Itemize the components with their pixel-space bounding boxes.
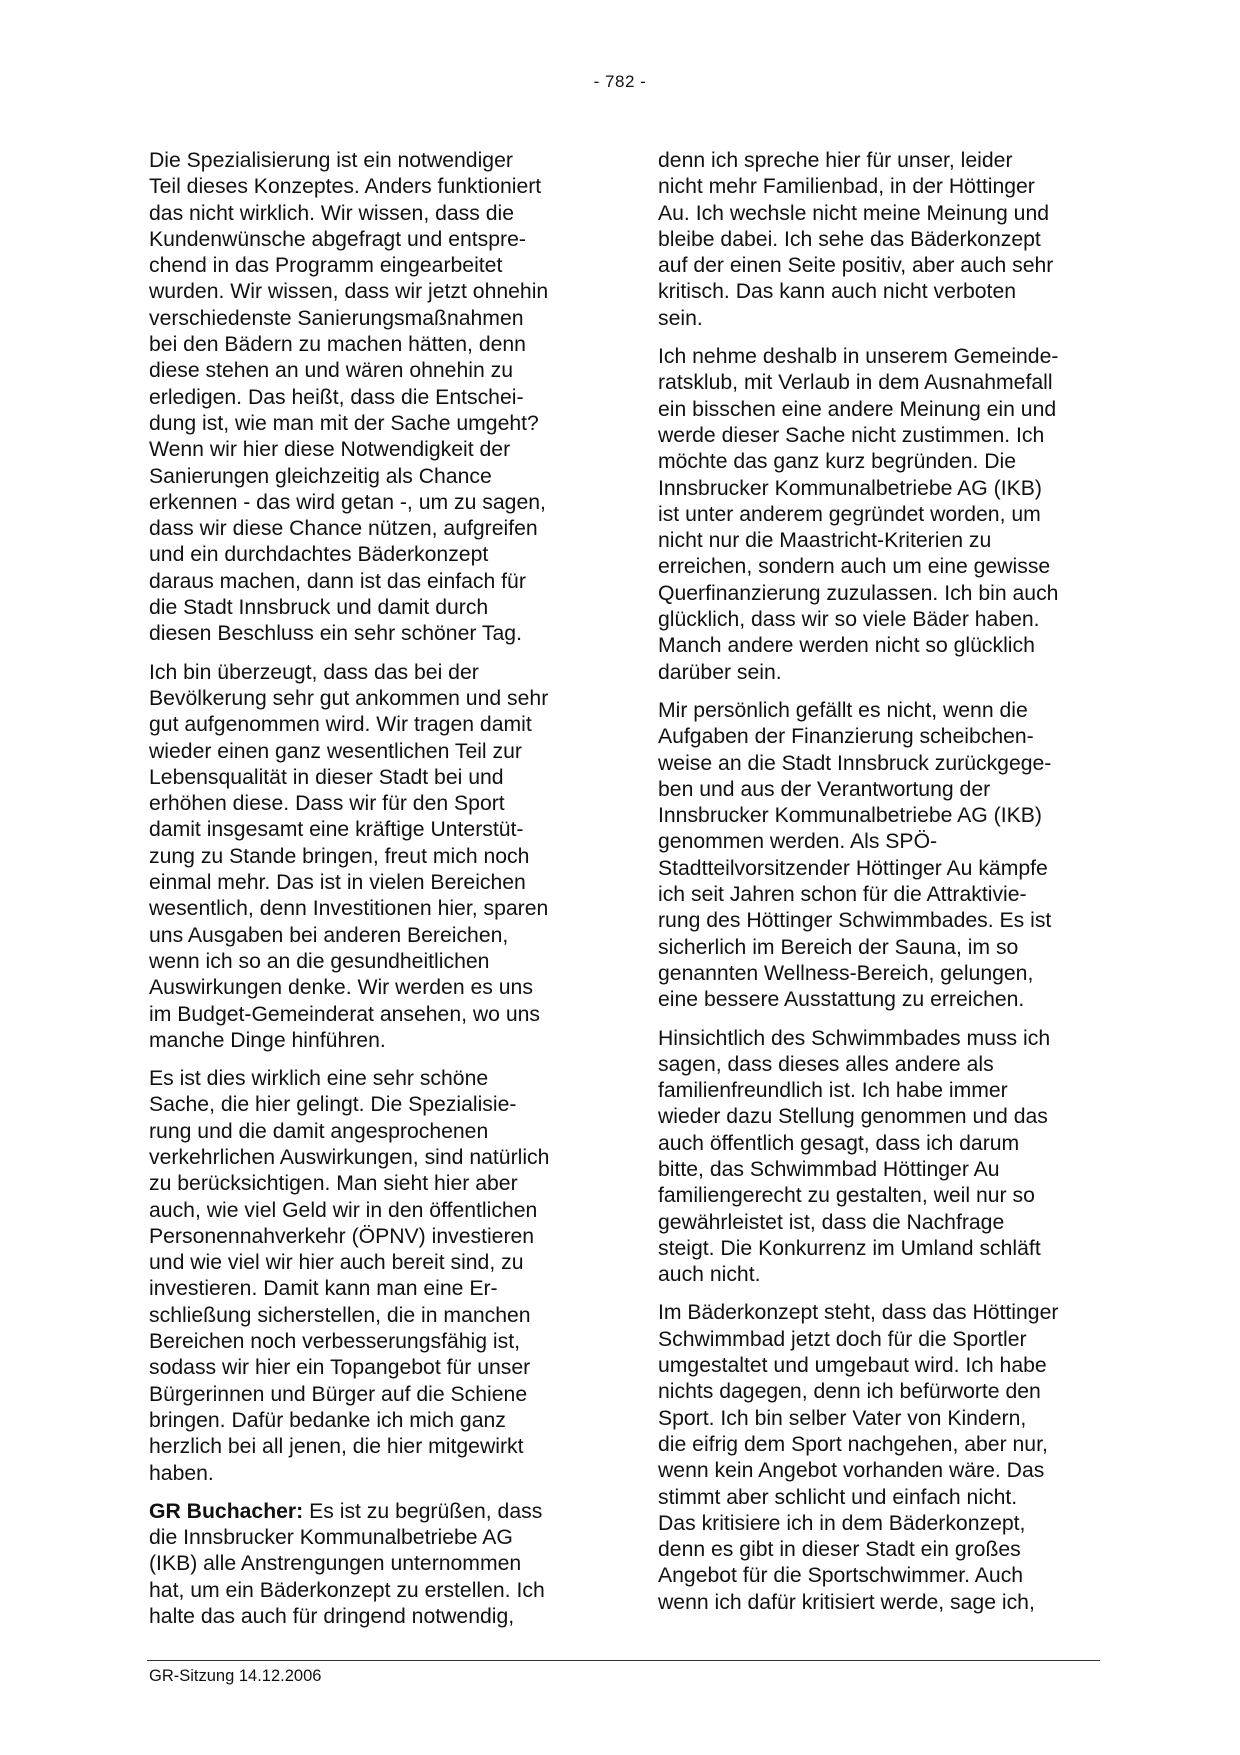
paragraph-line: familienfreundlich ist. Ich habe immer	[658, 1079, 1008, 1103]
paragraph-line: auch nicht.	[658, 1263, 761, 1287]
paragraph-line: genommen werden. Als SPÖ-	[658, 830, 938, 854]
paragraph-line: ratsklub, mit Verlaub in dem Ausnahmefall	[658, 371, 1053, 395]
paragraph-line: dung ist, wie man mit der Sache umgeht?	[149, 411, 539, 435]
footer-divider	[147, 1660, 1100, 1661]
paragraph-line: steigt. Die Konkurrenz im Umland schläft	[658, 1236, 1041, 1260]
paragraph-line: auch, wie viel Geld wir in den öffentlichen	[149, 1198, 538, 1222]
paragraph-line: hat, um ein Bäderkonzept zu erstellen. Ich	[149, 1578, 545, 1602]
paragraph-line	[149, 1499, 589, 1525]
paragraph-line: Kundenwünsche abgefragt und entspre-	[149, 227, 526, 251]
paragraph-line: zu berücksichtigen. Man sieht hier aber	[149, 1172, 518, 1196]
paragraph-line: nicht nur die Maastricht-Kriterien zu	[658, 529, 992, 553]
paragraph-line: sodass wir hier ein Topangebot für unser	[149, 1356, 531, 1380]
paragraph-line: ich seit Jahren schon für die Attraktivie-	[658, 883, 1027, 907]
paragraph-line: Bevölkerung sehr gut ankommen und sehr	[149, 686, 549, 710]
paragraph-line: uns Ausgaben bei anderen Bereichen,	[149, 923, 509, 947]
paragraph-line: Lebensqualität in dieser Stadt bei und	[149, 765, 504, 789]
paragraph-line: das nicht wirklich. Wir wissen, dass die	[149, 201, 515, 225]
paragraph-line: stimmt aber schlicht und einfach nicht.	[658, 1485, 1018, 1509]
paragraph-line: zung zu Stande bringen, freut mich noch	[149, 844, 530, 868]
paragraph-line: die Stadt Innsbruck und damit durch	[149, 596, 489, 620]
paragraph-line: wesentlich, denn Investitionen hier, sparen	[149, 897, 549, 921]
paragraph-line: denn ich spreche hier für unser, leider	[658, 149, 1013, 172]
paragraph-line: investieren. Damit kann man eine Er-	[149, 1277, 498, 1301]
paragraph-line: ben und aus der Verantwortung der	[658, 777, 991, 801]
paragraph	[149, 660, 589, 1054]
paragraph-line: Ich nehme deshalb in unserem Gemeinde-	[658, 345, 1059, 369]
left-column	[149, 148, 589, 1642]
paragraph-line: glücklich, dass wir so viele Bäder haben.	[658, 608, 1040, 632]
paragraph-line: Mir persönlich gefällt es nicht, wenn die	[658, 698, 1028, 722]
paragraph-line: familiengerecht zu gestalten, weil nur so	[658, 1184, 1035, 1208]
paragraph-line: daraus machen, dann ist das einfach für	[149, 569, 526, 593]
paragraph-line: rung und die damit angesprochenen	[149, 1119, 489, 1143]
paragraph-line: dass wir diese Chance nützen, aufgreifen	[149, 517, 538, 541]
paragraph-line: wurden. Wir wissen, dass wir jetzt ohnehin	[149, 280, 549, 304]
paragraph-line: und ein durchdachtes Bäderkonzept	[149, 543, 489, 567]
paragraph-line: erhöhen diese. Dass wir für den Sport	[149, 792, 505, 816]
paragraph-line: erledigen. Das heißt, dass die Entschei-	[149, 385, 524, 409]
paragraph-line: sein.	[658, 306, 703, 330]
paragraph-line: wenn ich so an die gesundheitlichen	[149, 949, 490, 973]
paragraph-line: Querfinanzierung zuzulassen. Ich bin auch	[658, 581, 1059, 605]
paragraph-line: eine bessere Ausstattung zu erreichen.	[658, 988, 1025, 1012]
paragraph-line: diesen Beschluss ein sehr schöner Tag.	[149, 622, 522, 646]
paragraph-line: wenn ich dafür kritisiert werde, sage ich,	[658, 1590, 1035, 1614]
page-number: - 782 -	[593, 72, 647, 91]
paragraph-line: rung des Höttinger Schwimmbades. Es ist	[658, 909, 1052, 933]
paragraph-line: Auswirkungen denke. Wir werden es uns	[149, 976, 533, 1000]
paragraph-line: darüber sein.	[658, 660, 782, 684]
paragraph-line: bitte, das Schwimmbad Höttinger Au	[658, 1157, 1000, 1181]
paragraph-line: schließung sicherstellen, die in manchen	[149, 1303, 531, 1327]
paragraph	[149, 148, 589, 648]
paragraph	[149, 1066, 589, 1487]
paragraph-line: (IKB) alle Anstrengungen unternommen	[149, 1552, 522, 1576]
paragraph-line: bei den Bädern zu machen hätten, denn	[149, 333, 526, 357]
paragraph-line: verkehrlichen Auswirkungen, sind natürlich	[149, 1145, 550, 1169]
paragraph-line: und wie viel wir hier auch bereit sind, zu	[149, 1251, 524, 1275]
paragraph-line: genannten Wellness-Bereich, gelungen,	[658, 961, 1034, 985]
paragraph-line: diese stehen an und wären ohnehin zu	[149, 359, 513, 383]
paragraph-line: nicht mehr Familienbad, in der Höttinger	[658, 175, 1035, 199]
paragraph-line: sagen, dass dieses alles andere als	[658, 1052, 994, 1076]
paragraph	[658, 1026, 1106, 1289]
paragraph-line: haben.	[149, 1461, 214, 1485]
paragraph-line: Schwimmbad jetzt doch für die Sportler	[658, 1327, 1027, 1351]
paragraph-line: möchte das ganz kurz begründen. Die	[658, 450, 1017, 474]
paragraph-line: Stadtteilvorsitzender Höttinger Au kämpfe	[658, 856, 1048, 880]
paragraph-line: Innsbrucker Kommunalbetriebe AG (IKB)	[658, 476, 1042, 500]
paragraph-line: im Budget-Gemeinderat ansehen, wo uns	[149, 1002, 541, 1026]
paragraph-line: Teil dieses Konzeptes. Anders funktioniert	[149, 175, 542, 199]
paragraph-line: Wenn wir hier diese Notwendigkeit der	[149, 438, 511, 462]
paragraph-line: Personennahverkehr (ÖPNV) investieren	[149, 1224, 535, 1248]
paragraph-line: wieder einen ganz wesentlichen Teil zur	[149, 739, 522, 763]
paragraph-line: ist unter anderem gegründet worden, um	[658, 502, 1041, 526]
paragraph-line: Innsbrucker Kommunalbetriebe AG (IKB)	[658, 804, 1042, 828]
paragraph-line: Sanierungen gleichzeitig als Chance	[149, 464, 492, 488]
paragraph-line: kritisch. Das kann auch nicht verboten	[658, 280, 1017, 304]
paragraph-line: Sache, die hier gelingt. Die Spezialisie-	[149, 1093, 517, 1117]
paragraph	[149, 1499, 589, 1630]
paragraph-line: verschiedenste Sanierungsmaßnahmen	[149, 306, 524, 330]
paragraph-line: auf der einen Seite positiv, aber auch sehr	[658, 254, 1054, 278]
paragraph-line: weise an die Stadt Innsbruck zurückgege-	[658, 751, 1052, 775]
paragraph-line: gewährleistet ist, dass die Nachfrage	[658, 1210, 1005, 1234]
paragraph-line: Bereichen noch verbesserungsfähig ist,	[149, 1330, 520, 1354]
paragraph	[658, 344, 1106, 686]
paragraph	[658, 1300, 1106, 1616]
paragraph-line: die eifrig dem Sport nachgehen, aber nur,	[658, 1432, 1048, 1456]
paragraph	[658, 148, 1106, 332]
paragraph-line: denn es gibt in dieser Stadt ein großes	[658, 1538, 1021, 1562]
paragraph-line: Im Bäderkonzept steht, dass das Höttinger	[658, 1301, 1059, 1325]
paragraph-line: Es ist dies wirklich eine sehr schöne	[149, 1067, 489, 1091]
paragraph-line: werde dieser Sache nicht zustimmen. Ich	[658, 423, 1045, 447]
paragraph-line: Die Spezialisierung ist ein notwendiger	[149, 149, 513, 172]
footer-session-date: GR-Sitzung 14.12.2006	[149, 1667, 322, 1685]
paragraph-line: chend in das Programm eingearbeitet	[149, 254, 503, 278]
paragraph-line: Ich bin überzeugt, dass das bei der	[149, 660, 479, 684]
paragraph-line: sicherlich im Bereich der Sauna, im so	[658, 935, 1019, 959]
paragraph-line: manche Dinge hinführen.	[149, 1028, 386, 1052]
paragraph-line: halte das auch für dringend notwendig,	[149, 1605, 515, 1629]
right-column	[658, 148, 1106, 1628]
paragraph-line: ein bisschen eine andere Meinung ein und	[658, 397, 1057, 421]
paragraph-line: erkennen - das wird getan -, um zu sagen,	[149, 490, 546, 514]
paragraph-line: herzlich bei all jenen, die hier mitgewirkt	[149, 1435, 524, 1459]
paragraph-line: Manch andere werden nicht so glücklich	[658, 634, 1035, 658]
paragraph-line: Das kritisiere ich in dem Bäderkonzept,	[658, 1511, 1026, 1535]
paragraph-line: die Innsbrucker Kommunalbetriebe AG	[149, 1526, 513, 1550]
paragraph-line: erreichen, sondern auch um eine gewisse	[658, 555, 1051, 579]
paragraph-line: auch öffentlich gesagt, dass ich darum	[658, 1131, 1020, 1155]
paragraph-line: bleibe dabei. Ich sehe das Bäderkonzept	[658, 227, 1041, 251]
speaker-statement-start: Es ist zu begrüßen, dass	[303, 1499, 543, 1523]
paragraph-line: Aufgaben der Finanzierung scheibchen-	[658, 725, 1034, 749]
paragraph-line: gut aufgenommen wird. Wir tragen damit	[149, 713, 532, 737]
paragraph-line: wieder dazu Stellung genommen und das	[658, 1105, 1048, 1129]
paragraph-line: bringen. Dafür bedanke ich mich ganz	[149, 1408, 506, 1432]
paragraph-line: nichts dagegen, denn ich befürworte den	[658, 1380, 1041, 1404]
paragraph-line: umgestaltet und umgebaut wird. Ich habe	[658, 1354, 1047, 1378]
paragraph-line: damit insgesamt eine kräftige Unterstüt-	[149, 818, 524, 842]
paragraph-line: wenn kein Angebot vorhanden wäre. Das	[658, 1459, 1045, 1483]
paragraph-line: Angebot für die Sportschwimmer. Auch	[658, 1564, 1024, 1588]
paragraph-line: Sport. Ich bin selber Vater von Kindern,	[658, 1406, 1027, 1430]
paragraph	[658, 698, 1106, 1014]
paragraph-line: einmal mehr. Das ist in vielen Bereichen	[149, 871, 526, 895]
paragraph-line: Au. Ich wechsle nicht meine Meinung und	[658, 201, 1050, 225]
speaker-name: GR Buchacher:	[149, 1499, 304, 1523]
paragraph-line: Hinsichtlich des Schwimmbades muss ich	[658, 1026, 1051, 1050]
paragraph-line: Bürgerinnen und Bürger auf die Schiene	[149, 1382, 528, 1406]
